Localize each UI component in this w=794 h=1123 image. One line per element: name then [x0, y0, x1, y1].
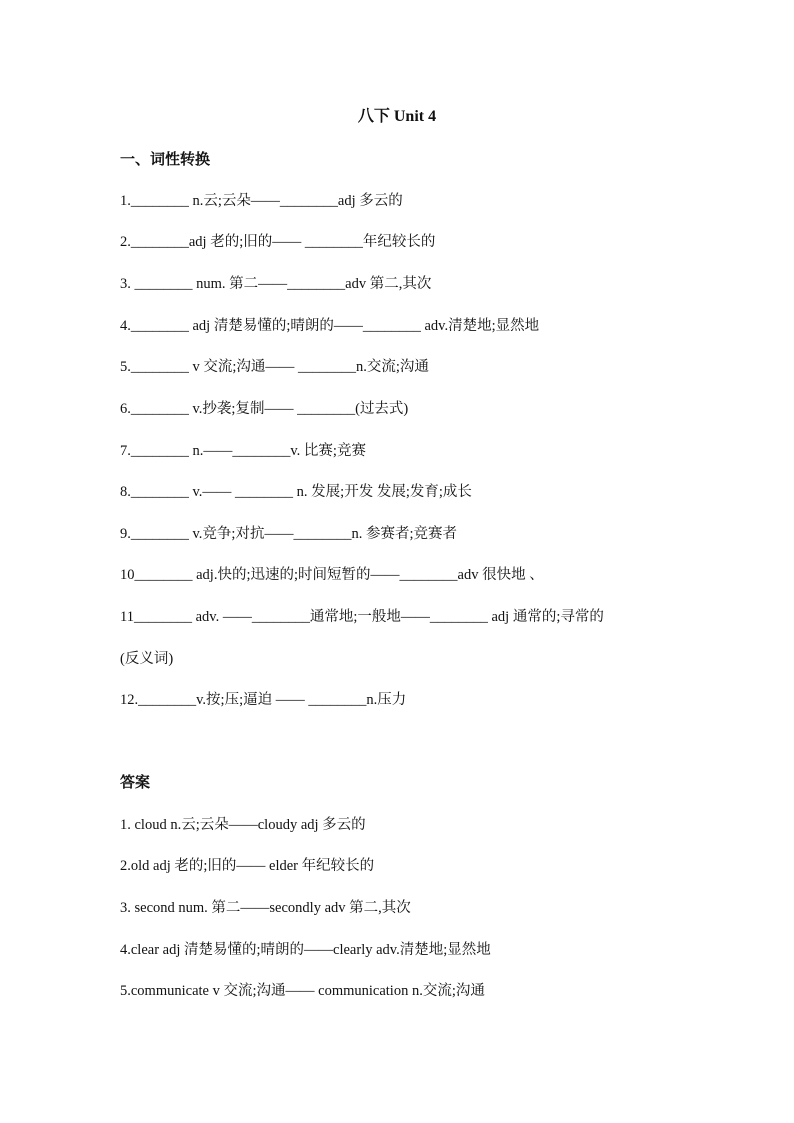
answer-line-3: 3. second num. 第二——secondly adv 第二,其次 — [120, 900, 411, 916]
document-title: 八下 Unit 4 — [357, 108, 437, 125]
exercise-line-11: 11________ adv. ——________通常地;一般地——________ adj 通常的;寻常的 — [120, 609, 604, 625]
answer-line-4: 4.clear adj 清楚易懂的;晴朗的——clearly adv.清楚地;显然地 — [120, 942, 491, 958]
exercise-line-9: 9.________ v.竞争;对抗——________n. 参赛者;竞赛者 — [120, 526, 457, 542]
exercise-line-12: 12.________v.按;压;逼迫 —— ________n.压力 — [120, 692, 407, 708]
exercise-line-5: 5.________ v 交流;沟通—— ________n.交流;沟通 — [120, 359, 429, 375]
answer-line-1: 1. cloud n.云;云朵——cloudy adj 多云的 — [120, 817, 366, 833]
exercise-line-4: 4.________ adj 清楚易懂的;晴朗的——________ adv.清楚地;显然地 — [120, 318, 540, 334]
exercise-line-1: 1.________ n.云;云朵——________adj 多云的 — [120, 193, 403, 209]
exercise-line-6: 6.________ v.抄袭;复制—— ________(过去式) — [120, 401, 409, 417]
exercise-line-3: 3. ________ num. 第二——________adv 第二,其次 — [120, 276, 432, 292]
exercise-line-2: 2.________adj 老的;旧的—— ________年纪较长的 — [120, 234, 436, 250]
exercise-line-8: 8.________ v.—— ________ n. 发展;开发 发展;发育;成长 — [120, 484, 472, 500]
answer-heading: 答案 — [120, 775, 151, 791]
exercise-line-10: 10________ adj.快的;迅速的;时间短暂的——________adv 很快地 、 — [120, 567, 544, 583]
answer-line-2: 2.old adj 老的;旧的—— elder 年纪较长的 — [120, 858, 375, 874]
section-heading: 一、词性转换 — [120, 152, 211, 168]
exercise-line-7: 7.________ n.——________v. 比赛;竞赛 — [120, 443, 366, 459]
answer-line-5: 5.communicate v 交流;沟通—— communication n.交流;沟通 — [120, 983, 485, 999]
exercise-line-11-note: (反义词) — [120, 651, 174, 667]
